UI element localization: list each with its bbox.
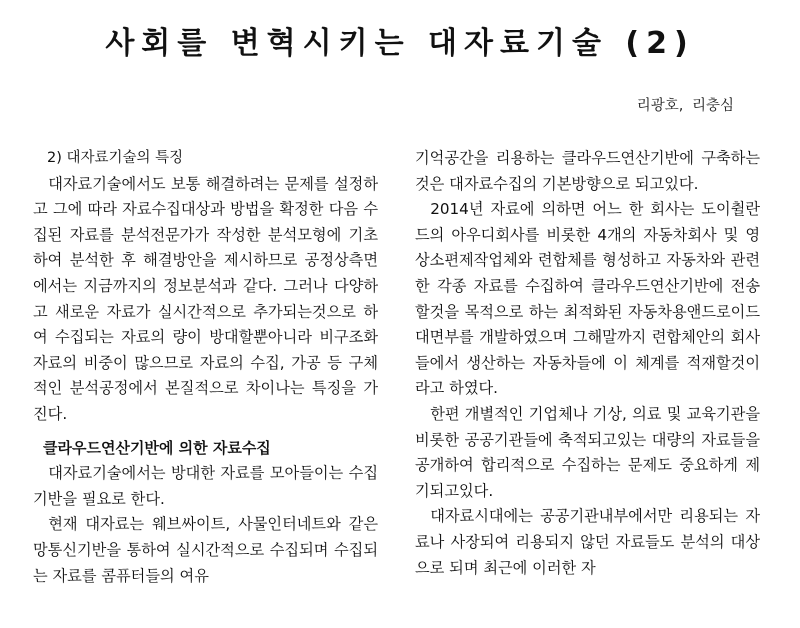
subsection-heading: 클라우드연산기반에 의한 자료수집 xyxy=(43,438,271,457)
right-paragraph-1: 기억공간을 리용하는 클라우드연산기반에 구축하는것은 대자료수집의 기본방향으로 되고있다. xyxy=(415,149,760,193)
right-column xyxy=(415,146,760,581)
article-authors: 리광호, 리충심 xyxy=(636,98,734,114)
left-column xyxy=(33,146,378,589)
left-paragraph-2: 대자료기술에서는 방대한 자료를 모아들이는 수집기반을 필요로 한다. xyxy=(33,464,378,508)
section-heading: 2) 대자료기술의 특징 xyxy=(47,150,184,166)
left-paragraph-3: 현재 대자료는 웨브싸이트, 사물인터네트와 같은 망통신기반을 통하여 실시간적으로 수집되며 수집되는 자료를 콤퓨터들의 여유 xyxy=(33,515,378,585)
article-title: 사회를 변혁시키는 대자료기술 (2) xyxy=(105,26,695,61)
right-paragraph-4: 대자료시대에는 공공기관내부에서만 리용되는 자료나 사장되여 리용되지 않던 자료들도 분석의 대상으로 되며 최근에 이러한 자 xyxy=(415,507,760,577)
right-paragraph-3: 한편 개별적인 기업체나 기상, 의료 및 교육기관을 비롯한 공공기관들에 축적되고있는 대량의 자료들을 공개하여 합리적으로 수집하는 문제도 중요하게 제기되고있다. xyxy=(415,404,760,500)
right-paragraph-2: 2014년 자료에 의하면 어느 한 회사는 도이췰란드의 아우디회사를 비롯한 4개의 자동차회사 및 영상소편제작업체와 련합체를 형성하고 자동차와 관련한 각종 자료를 수집하여 클라우드연산기반에 전송할것을 목적으로 하는 최적화된 자동차용앤드로이드대면부를 개발하였으며 그해말까지 련합체안의 회사들에서 생산하는 자동차들에 이 체계를 적재할것이라고 하였다. xyxy=(415,200,760,398)
left-paragraph-1: 대자료기술에서도 보통 해결하려는 문제를 설정하고 그에 따라 자료수집대상과 방법을 확정한 다음 수집된 자료를 분석전문가가 작성한 분석모형에 기초하여 분석한 후 해결방안을 제시하므로 공정상측면에서는 지금까지의 정보분석과 같다. 그러나 다양하고 새로운 자료가 실시간적으로 추가되는것으로 하여 수집되는 자료의 량이 방대할뿐아니라 비구조화자료의 비중이 많으므로 자료의 수집, 가공 등 구체적인 분석공정에서 본질적으로 차이나는 특징을 가진다. xyxy=(33,174,378,423)
